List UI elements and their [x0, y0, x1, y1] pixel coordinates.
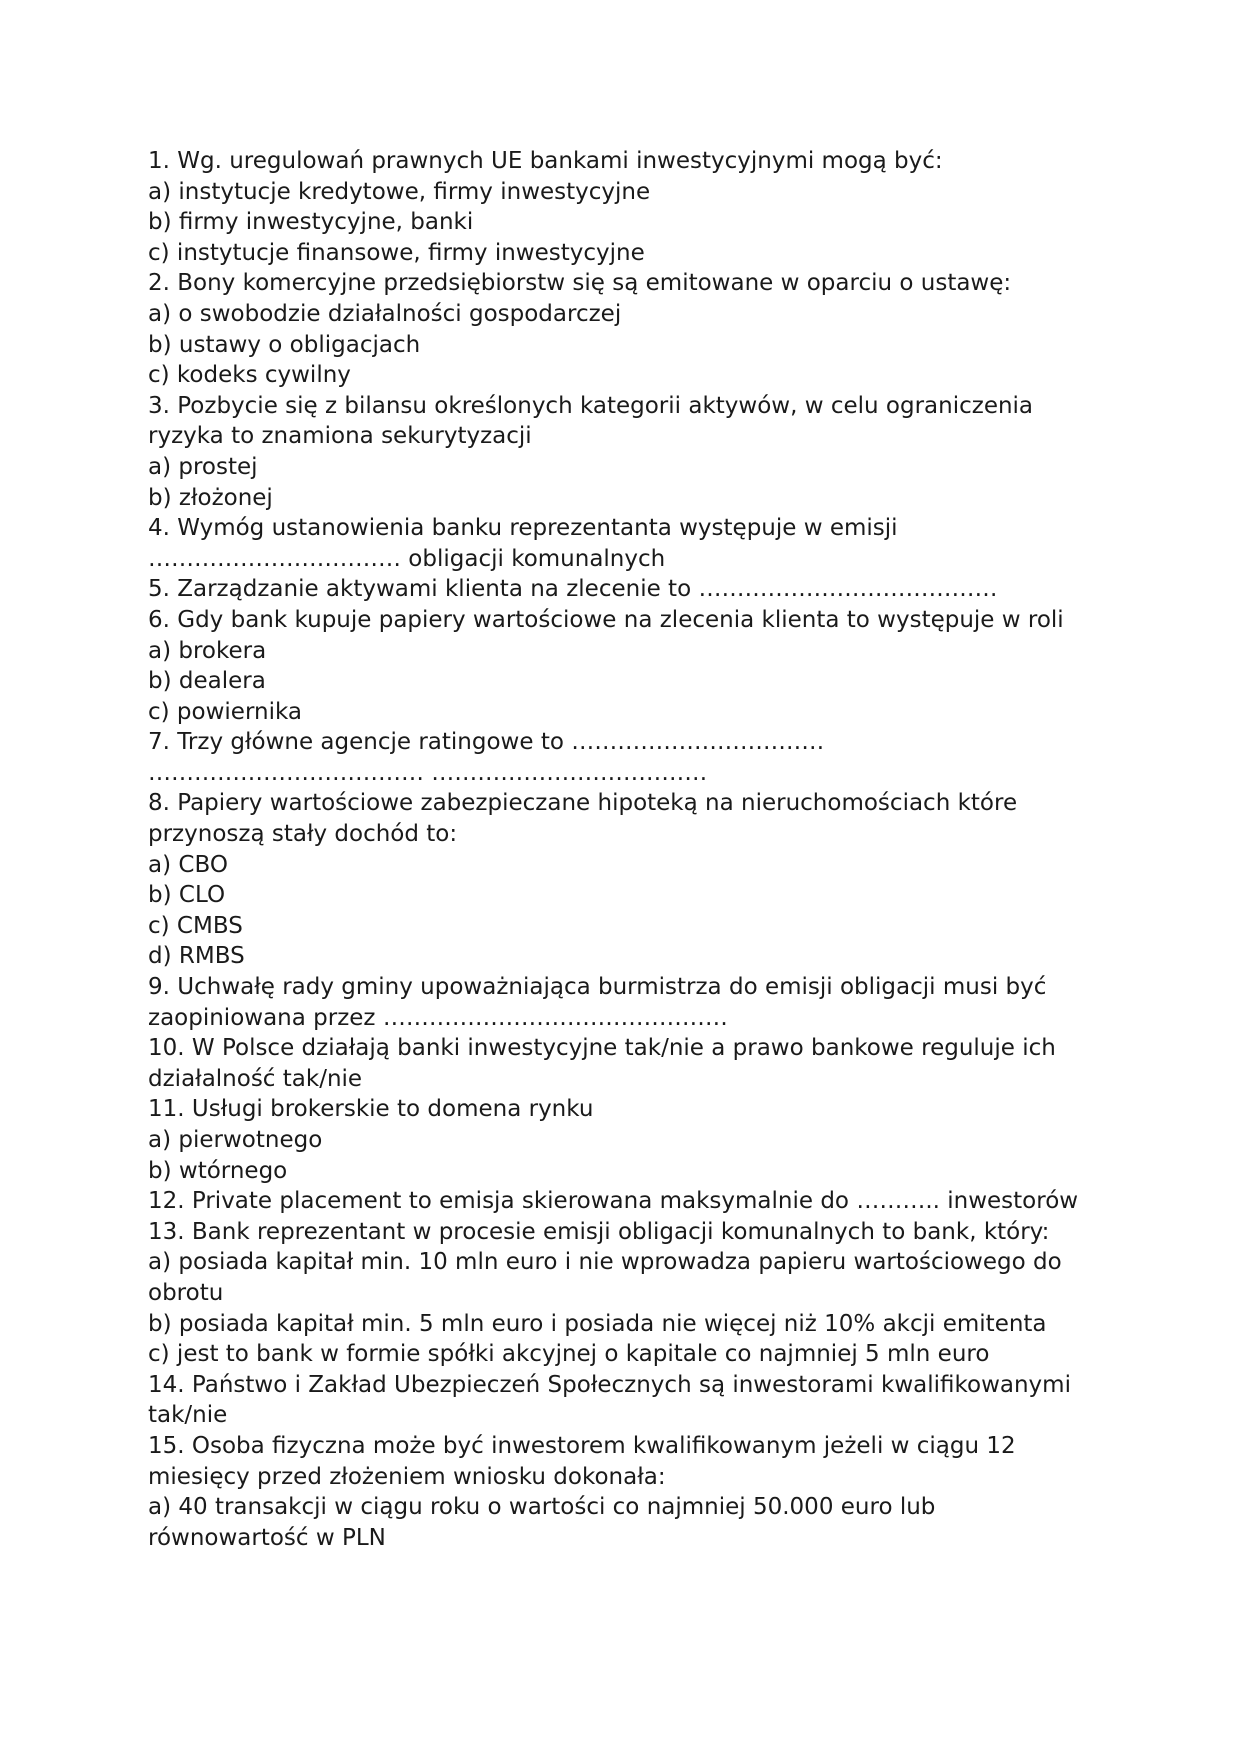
text-line: b) wtórnego: [148, 1157, 288, 1184]
text-line: …………………………… obligacji komunalnych: [148, 545, 666, 572]
text-line: 9. Uchwałę rady gminy upoważniająca burmistrza do emisji obligacji musi być: [148, 974, 1047, 1001]
text-line: a) brokera: [148, 637, 267, 664]
text-line: d) RMBS: [148, 943, 245, 970]
text-line: ……………………………… ………………………………: [148, 759, 708, 786]
text-line: 1. Wg. uregulowań prawnych UE bankami inwestycyjnymi mogą być:: [148, 148, 943, 174]
text-line: b) złożonej: [148, 484, 273, 511]
text-line: b) dealera: [148, 668, 266, 695]
text-line: c) powiernika: [148, 698, 302, 725]
text-line: a) 40 transakcji w ciągu roku o wartości co najmniej 50.000 euro lub: [148, 1494, 936, 1521]
document-text: [148, 146, 1088, 1553]
text-line: 12. Private placement to emisja skierowana maksymalnie do ……….. inwestorów: [148, 1188, 1079, 1215]
text-line: a) CBO: [148, 851, 228, 878]
text-line: przynoszą stały dochód to:: [148, 821, 458, 848]
text-line: 3. Pozbycie się z bilansu określonych kategorii aktywów, w celu ograniczenia: [148, 392, 1034, 419]
text-line: tak/nie: [148, 1402, 228, 1429]
text-line: c) jest to bank w formie spółki akcyjnej o kapitale co najmniej 5 mln euro: [148, 1341, 990, 1368]
text-line: miesięcy przed złożeniem wniosku dokonała:: [148, 1463, 666, 1490]
text-line: 7. Trzy główne agencje ratingowe to ……………………………: [148, 729, 825, 756]
text-line: zaopiniowana przez ………………………………………: [148, 1004, 728, 1031]
text-line: 11. Usługi brokerskie to domena rynku: [148, 1096, 594, 1123]
text-line: 14. Państwo i Zakład Ubezpieczeń Społecznych są inwestorami kwalifikowanymi: [148, 1371, 1071, 1398]
text-line: a) prostej: [148, 453, 258, 480]
text-line: 6. Gdy bank kupuje papiery wartościowe na zlecenia klienta to występuje w roli: [148, 606, 1064, 633]
text-line: 10. W Polsce działają banki inwestycyjne tak/nie a prawo bankowe reguluje ich: [148, 1035, 1056, 1062]
text-line: ryzyka to znamiona sekurytyzacji: [148, 423, 532, 450]
text-line: b) firmy inwestycyjne, banki: [148, 209, 474, 236]
text-line: 8. Papiery wartościowe zabezpieczane hipoteką na nieruchomościach które: [148, 790, 1018, 817]
text-line: równowartość w PLN: [148, 1524, 386, 1551]
text-line: 2. Bony komercyjne przedsiębiorstw się są emitowane w oparciu o ustawę:: [148, 270, 1012, 297]
text-line: b) ustawy o obligacjach: [148, 331, 421, 358]
text-line: 4. Wymóg ustanowienia banku reprezentanta występuje w emisji: [148, 515, 898, 542]
text-line: a) pierwotnego: [148, 1127, 323, 1153]
text-line: działalność tak/nie: [148, 1065, 363, 1092]
text-line: a) posiada kapitał min. 10 mln euro i nie wprowadza papieru wartościowego do: [148, 1249, 1062, 1276]
text-line: 13. Bank reprezentant w procesie emisji obligacji komunalnych to bank, który:: [148, 1218, 1050, 1245]
text-line: a) o swobodzie działalności gospodarczej: [148, 300, 622, 327]
text-line: obrotu: [148, 1279, 224, 1306]
text-line: b) CLO: [148, 882, 226, 909]
text-line: 5. Zarządzanie aktywami klienta na zlecenie to …………………………………: [148, 576, 998, 603]
text-line: a) instytucje kredytowe, firmy inwestycyjne: [148, 178, 651, 205]
text-line: b) posiada kapitał min. 5 mln euro i posiada nie więcej niż 10% akcji emitenta: [148, 1310, 1047, 1337]
text-line: c) kodeks cywilny: [148, 362, 351, 389]
text-line: 15. Osoba fizyczna może być inwestorem kwalifikowanym jeżeli w ciągu 12: [148, 1432, 1016, 1459]
text-line: c) instytucje finansowe, firmy inwestycyjne: [148, 239, 645, 266]
text-line: c) CMBS: [148, 912, 243, 939]
